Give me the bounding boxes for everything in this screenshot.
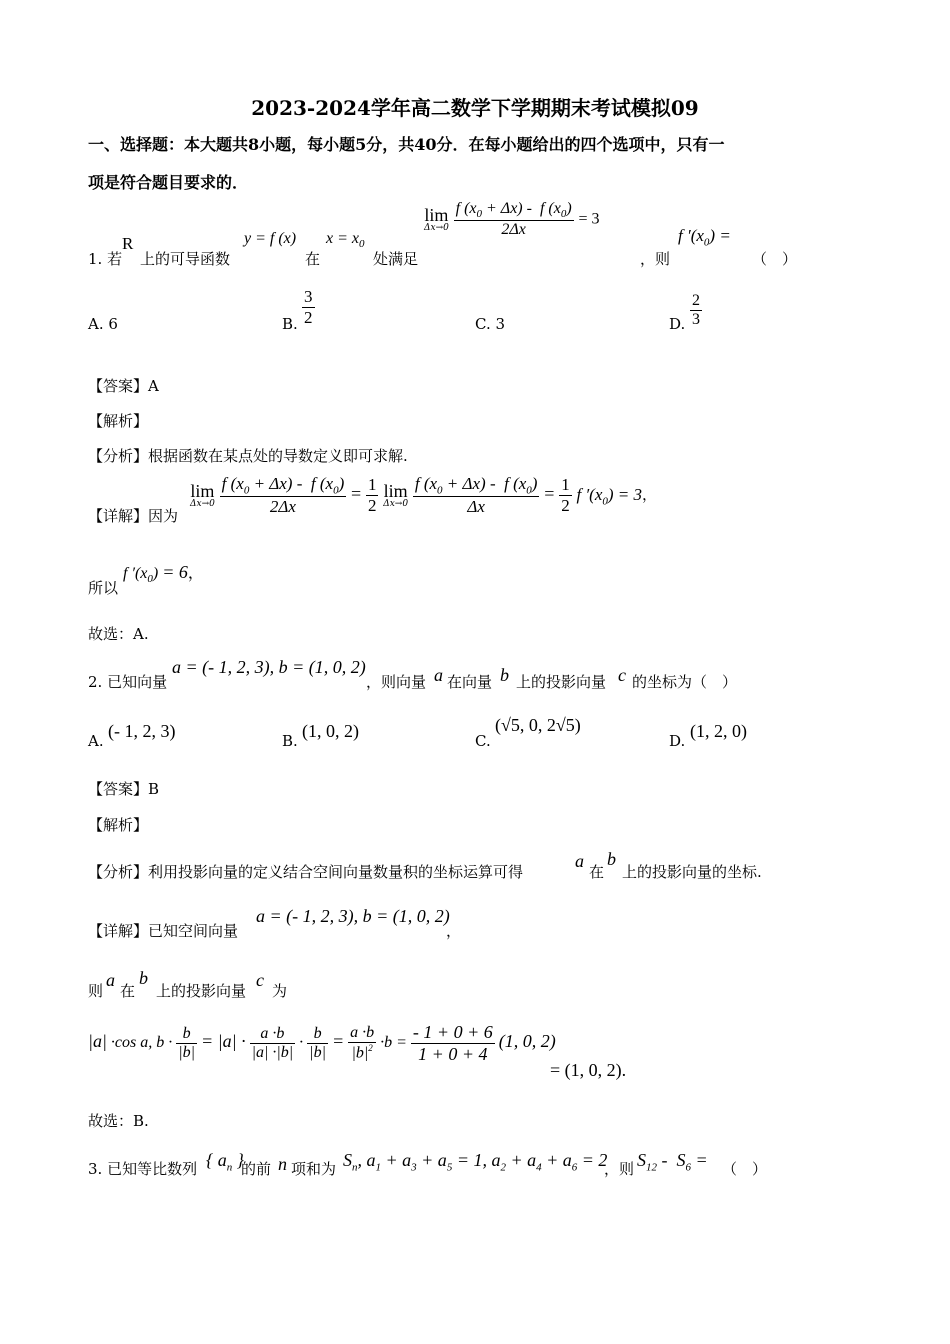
q3-condition: $S_n$, $a_1 + a_3 + a_5 = 1$, $a_2 + a_4 + a_6 = 2$ <box>343 1150 608 1174</box>
section-heading-line1: 一、选择题：本大题共8小题，每小题5分，共40分．在每小题给出的四个选项中，只有一 <box>88 135 725 154</box>
q2-then-part4: 为 <box>272 982 288 1000</box>
q1-set-r: R <box>122 234 134 253</box>
q1-so-label: 所以 <box>88 579 119 597</box>
q2-then-part3: 上的投影向量 <box>156 982 247 1000</box>
q2-option-b: B. <box>282 732 298 750</box>
q1-detail-label: 【详解】因为 <box>88 507 179 525</box>
q1-detail-expression: lim Δx→0 $\frac{f (x_0 + \Delta x) - f (x_0)}{2\Delta x}$ = $\frac{1}{2}$ lim Δx→0 $\frac{f (x_0 + \Delta x) - f (x_0)}{\Delta x}$ = $\frac{1}{2}$ f $'(x_0) = 3$， <box>190 474 658 517</box>
q1-option-a: A. 6 <box>88 315 118 333</box>
q1-paren: （ ） <box>752 250 798 268</box>
q1-option-d-frac: $\frac{2}{3}$ <box>692 292 700 328</box>
q1-answer: 【答案】A <box>88 377 159 395</box>
q3-sequence: { $a_n$ } <box>206 1150 244 1174</box>
q1-point: $x = x_0$ <box>326 230 365 251</box>
q2-stem2: ，则向量 <box>366 673 427 691</box>
q2-projection-result: = (1, 0, 2). <box>550 1060 627 1080</box>
q2-detail-label: 【详解】已知空间向量 <box>88 922 239 940</box>
q3-stem2: 的前 <box>241 1160 272 1178</box>
q2-answer: 【答案】B <box>88 780 160 798</box>
q3-stem1: 3. 已知等比数列 <box>88 1160 198 1178</box>
q2-choose: 故选：B. <box>88 1112 149 1130</box>
q1-function: y = f (x) <box>244 230 297 247</box>
q1-option-b: B. <box>282 315 298 333</box>
q2-stem4: 上的投影向量 <box>516 673 607 691</box>
q2-fenxi-part3: 上的投影向量的坐标. <box>622 863 762 881</box>
q3-stem3: 项和为 <box>291 1160 337 1178</box>
q2-fenxi-part2: 在 <box>589 863 605 881</box>
q1-analysis-label: 【解析】 <box>88 412 149 430</box>
q2-option-a: A. <box>88 732 104 750</box>
q1-limit-expression: lim Δx→0 $\frac{f (x_0 + \Delta x) - f (x_0)}{2\Delta x}$ = 3 <box>424 200 600 239</box>
q1-lim-symbol: lim Δx→0 <box>424 205 449 234</box>
q1-fenxi: 【分析】根据函数在某点处的导数定义即可求解. <box>88 447 408 465</box>
q3-stem4: ，则 <box>604 1160 635 1178</box>
q3-paren: （ ） <box>722 1160 768 1178</box>
q1-text2: 在 <box>305 250 321 268</box>
q1-option-d: D. <box>669 315 686 333</box>
q2-option-c-value: (√5, 0, 2√5) <box>495 715 581 735</box>
q2-stem5: 的坐标为（ ） <box>632 673 738 691</box>
q2-stem1: 2. 已知向量 <box>88 673 168 691</box>
q3-expression: $S_{12} - S_6$ = <box>637 1150 708 1174</box>
q1-prefix: 1. 若 <box>88 250 123 268</box>
q1-choose: 故选：A. <box>88 625 149 643</box>
q1-derivative: f $'(x_0)$ = <box>678 226 731 249</box>
q2-option-d: D. <box>669 732 686 750</box>
page-title: 2023-2024学年高二数学下学期期末考试模拟09 <box>251 96 699 120</box>
q1-limit-fraction: $\frac{f (x_0 + \Delta x) - f (x_0)}{2\Delta x}$ <box>455 200 572 239</box>
q2-stem3: 在向量 <box>447 673 493 691</box>
q2-detail-vectors: a = (- 1, 2, 3), b = (1, 0, 2) <box>256 906 450 926</box>
q2-then-part2: 在 <box>120 982 136 1000</box>
q1-so-expression: f $'(x_0) = 6$， <box>123 562 204 586</box>
q2-fenxi-part1: 【分析】利用投影向量的定义结合空间向量数量积的坐标运算可得 <box>88 863 524 881</box>
q2-option-a-value: (- 1, 2, 3) <box>108 721 176 741</box>
q2-analysis-label: 【解析】 <box>88 816 149 834</box>
q2-option-b-value: (1, 0, 2) <box>302 721 359 741</box>
q2-vectors: a = (- 1, 2, 3), b = (1, 0, 2) <box>172 657 366 677</box>
q1-text4: ，则 <box>640 250 671 268</box>
q2-then-part1: 则 <box>88 982 104 1000</box>
q1-text1: 上的可导函数 <box>140 250 231 268</box>
q1-text3: 处满足 <box>373 250 419 268</box>
q1-option-b-frac: $\frac{3}{2}$ <box>304 287 313 327</box>
q2-projection-formula: |a| ·cos a, b · $\frac{b}{|b|}$ = |a| · $\frac{a \cdot b}{|a| \cdot|b|}$ · $\frac{b}{|b|}$ = $\frac{a \cdot b}{|b|^2}$ ·b = $\frac{- 1 + 0 + 6}{1 + 0 + 4}$ (1, 0, 2) <box>88 1022 556 1064</box>
document-page: 2023-2024学年高二数学下学期期末考试模拟09 一、选择题：本大题共8小题，每小题5分，共40分．在每小题给出的四个选项中，只有一 项是符合题目要求的． 1. 若 R 上的可导函数 y = f (x) 在 $x = x_0$ 处满足 lim Δx→0 $\frac{f (x_0 + \Delta x) - f (x_0)}{2\Delta x}$ = 3 ，则 f $'(x_0)$ = （ ） A. 6 B. $\frac{3}{2}$ C. 3 D. $\frac{2}{3}$ 【答案】A 【解析】 【分析】根据函数在某点处的导数定义即可求解. 【详解】因为 lim Δx→0 $\frac{f (x_0 + \Delta x) - f (x_0)}{2\Delta x}$ = $\frac{1}{2}$ lim Δx→0 $\frac{f (x_0 + \Delta x) - f (x_0)}{\Delta x}$ = $\frac{1}{2}$ f $'(x_0) = 3$， 所以 f $'(x_0) = 6$， 故选：A. 2. 已知向量 a = (- 1, 2, 3), b = (1, 0, 2) ，则向量 a 在向量 b 上的投影向量 c 的坐标为（ ） A. (- 1, 2, 3) B. (1, 0, 2) C. (√5, 0, 2√5) D. (1, 2, 0) 【答案】B 【解析】 【分析】利用投影向量的定义结合空间向量数量积的坐标运算可得 a 在 b 上的投影向量的坐标. 【详解】已知空间向量 a = (- 1, 2, 3), b = (1, 0, 2) ， 则 a 在 b 上的投影向量 c 为 |a| ·cos a, b · $\frac{b}{|b|}$ = |a| · $\frac{a \cdot b}{|a| \cdot|b|}$ · $\frac{b}{|b|}$ = $\frac{a \cdot b}{|b|^2}$ ·b = $\frac{- 1 + 0 + 6}{1 + 0 + 4}$ (1, 0, 2) = (1, 0, 2). 故选：B. 3. 已知等比数列 { $a_n$ } 的前 n 项和为 $S_n$, $a_1 + a_3 + a_5 = 1$, $a_2 + a_4 + a_6 = 2$ ，则 $S_{12} - S_6$ = （ ） <box>0 0 950 1344</box>
q2-option-c: C. <box>475 732 491 750</box>
section-heading-line2: 项是符合题目要求的． <box>88 173 249 192</box>
q2-option-d-value: (1, 2, 0) <box>690 721 747 741</box>
q1-option-c: C. 3 <box>475 315 506 333</box>
